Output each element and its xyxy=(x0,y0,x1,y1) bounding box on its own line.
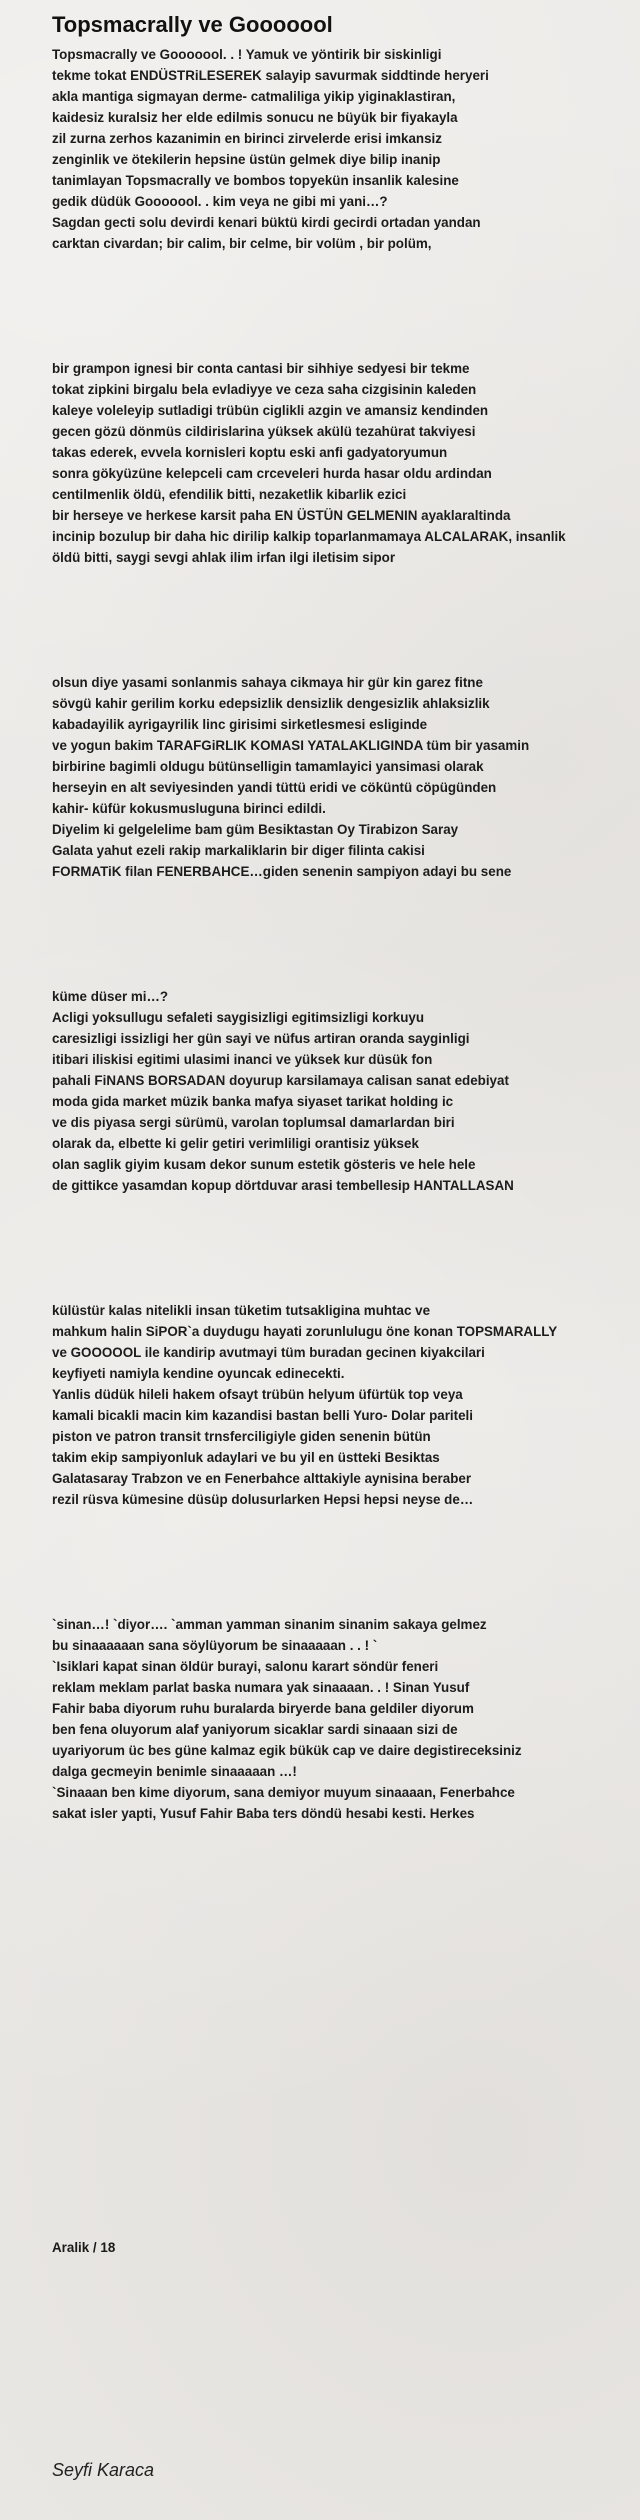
poem-line: takim ekip sampiyonluk adaylari ve bu yil en üstteki Besiktas xyxy=(52,1450,440,1465)
stanza xyxy=(52,358,640,568)
poem-line: tanimlayan Topsmacrally ve bombos topyekün insanlik kalesine xyxy=(52,173,459,188)
poem-line: `sinan…! `diyor…. `amman yamman sinanim sinanim sakaya gelmez xyxy=(52,1617,487,1632)
poem-line: ve GOOOOOL ile kandirip avutmayi tüm buradan gecinen kiyakcilari xyxy=(52,1345,485,1360)
poem-line: Fahir baba diyorum ruhu buralarda biryerde bana geldiler diyorum xyxy=(52,1701,474,1716)
poem-line: bu sinaaaaaan sana söylüyorum be sinaaaaan . . ! ` xyxy=(52,1638,378,1653)
stanza xyxy=(52,1300,640,1510)
poem-line: olsun diye yasami sonlanmis sahaya cikmaya hir gür kin garez fitne xyxy=(52,675,483,690)
poem-line: akla mantiga sigmayan derme- catmaliliga yikip yiginaklastiran, xyxy=(52,89,456,104)
poem-line: caresizligi issizligi her gün sayi ve nüfus artiran oranda sayginligi xyxy=(52,1031,470,1046)
poem-line: moda gida market müzik banka mafya siyaset tarikat holding ic xyxy=(52,1094,454,1109)
poem-line: Galatasaray Trabzon ve en Fenerbahce alttakiyle aynisina beraber xyxy=(52,1471,472,1486)
poem-line: uyariyorum üc bes güne kalmaz egik bükük cap ve daire degistireceksiniz xyxy=(52,1743,522,1758)
poem-line: ben fena oluyorum alaf yaniyorum sicaklar sardi sinaaan sizi de xyxy=(52,1722,458,1737)
poem-line: Topsmacrally ve Gooooool. . ! Yamuk ve yöntirik bir siskinligi xyxy=(52,47,442,62)
poem-line: kaleye voleleyip sutladigi trübün ciglikli azgin ve amansiz kendinden xyxy=(52,403,489,418)
stanza-gap xyxy=(52,568,640,672)
poem-line: bir herseye ve herkese karsit paha EN ÜSTÜN GELMENIN ayaklaraltinda xyxy=(52,508,511,523)
stanza xyxy=(52,1614,640,1824)
poem-line: sövgü kahir gerilim korku edepsizlik densizlik dengesizlik ahlaksizlik xyxy=(52,696,490,711)
poem-title: Topsmacrally ve Gooooool xyxy=(52,12,333,37)
poem-line: tokat zipkini birgalu bela evladiyye ve ceza saha cizgisinin kaleden xyxy=(52,382,477,397)
poem-line: kaidesiz kuralsiz her elde edilmis sonucu ne büyük bir fiyakayla xyxy=(52,110,458,125)
stanza-gap xyxy=(52,254,640,358)
poem-line: itibari iliskisi egitimi ulasimi inanci ve yüksek kur düsük fon xyxy=(52,1052,433,1067)
poem-line: mahkum halin SiPOR`a duydugu hayati zorunlulugu öne konan TOPSMARALLY xyxy=(52,1324,558,1339)
poem-date: Aralik / 18 xyxy=(52,2240,116,2255)
stanza-gap xyxy=(52,1510,640,1614)
poem-line: bir grampon ignesi bir conta cantasi bir sihhiye sedyesi bir tekme xyxy=(52,361,470,376)
poem-line: zenginlik ve ötekilerin hepsine üstün gelmek diye bilip inanip xyxy=(52,152,441,167)
poem-line: piston ve patron transit trnsferciligiyle giden senenin bütün xyxy=(52,1429,431,1444)
poem-line: de gittikce yasamdan kopup dörtduvar arasi tembellesip HANTALLASAN xyxy=(52,1178,514,1193)
poem-line: sonra gökyüzüne kelepceli cam crceveleri hurda hasar oldu ardindan xyxy=(52,466,492,481)
poem-line: olan saglik giyim kusam dekor sunum estetik gösteris ve hele hele xyxy=(52,1157,476,1172)
poem-line: FORMATiK filan FENERBAHCE…giden senenin sampiyon adayi bu sene xyxy=(52,864,512,879)
poem-line: gedik düdük Gooooool. . kim veya ne gibi mi yani…? xyxy=(52,194,388,209)
stanza xyxy=(52,986,640,1196)
poem-line: ve yogun bakim TARAFGiRLIK KOMASI YATALAKLIGINDA tüm bir yasamin xyxy=(52,738,530,753)
poem-line: külüstür kalas nitelikli insan tüketim tutsakligina muhtac ve xyxy=(52,1303,431,1318)
stanza-gap xyxy=(52,882,640,986)
poem-line: rezil rüsva kümesine düsüp dolusurlarken Hepsi hepsi neyse de… xyxy=(52,1492,474,1507)
poem-line: olarak da, elbette ki gelir getiri verimliligi orantisiz yüksek xyxy=(52,1136,419,1151)
poem-line: centilmenlik öldü, efendilik bitti, nezaketlik kibarlik ezici xyxy=(52,487,407,502)
poem-line: sakat isler yapti, Yusuf Fahir Baba ters döndü hesabi kesti. Herkes xyxy=(52,1806,475,1821)
poem-line: kahir- küfür kokusmusluguna birinci edildi. xyxy=(52,801,326,816)
poem-line: Diyelim ki gelgelelime bam güm Besiktastan Oy Tirabizon Saray xyxy=(52,822,459,837)
poem-line: takas ederek, evvela kornisleri koptu eski anfi gadyatoryumun xyxy=(52,445,448,460)
stanza xyxy=(52,672,640,882)
poem-line: Sagdan gecti solu devirdi kenari büktü kirdi gecirdi ortadan yandan xyxy=(52,215,481,230)
poem-line: tekme tokat ENDÜSTRiLESEREK salayip savurmak siddtinde heryeri xyxy=(52,68,489,83)
poem-line: Acligi yoksullugu sefaleti saygisizligi egitimsizligi korkuyu xyxy=(52,1010,425,1025)
poem-author: Seyfi Karaca xyxy=(52,2460,155,2480)
poem-line: kabadayilik ayrigayrilik linc girisimi sirketlesmesi esliginde xyxy=(52,717,428,732)
poem-line: kamali bicakli macin kim kazandisi bastan belli Yuro- Dolar pariteli xyxy=(52,1408,473,1423)
poem-line: carktan civardan; bir calim, bir celme, bir volüm , bir polüm, xyxy=(52,236,432,251)
poem-line: reklam meklam parlat baska numara yak sinaaaan. . ! Sinan Yusuf xyxy=(52,1680,470,1695)
poem-line: keyfiyeti namiyla kendine oyuncak edinecekti. xyxy=(52,1366,345,1381)
poem-line: küme düser mi…? xyxy=(52,989,169,1004)
poem-line: ve dis piyasa sergi sürümü, varolan toplumsal damarlardan biri xyxy=(52,1115,455,1130)
poem-line: pahali FiNANS BORSADAN doyurup karsilamaya calisan sanat edebiyat xyxy=(52,1073,509,1088)
poem-line: Yanlis düdük hileli hakem ofsayt trübün helyum üfürtük top veya xyxy=(52,1387,463,1402)
stanza xyxy=(52,44,640,254)
poem-line: birbirine bagimli oldugu bütünselligin tamamlayici yansimasi olarak xyxy=(52,759,484,774)
poem-line: herseyin en alt seviyesinden yandi tüttü eridi ve cöküntü cöpügünden xyxy=(52,780,497,795)
poem-line: gecen gözü dönmüs cildirislarina yüksek akülü tezahürat takviyesi xyxy=(52,424,476,439)
poem-line: Galata yahut ezeli rakip markaliklarin bir diger filinta cakisi xyxy=(52,843,425,858)
poem-line: `Isiklari kapat sinan öldür burayi, salonu karart söndür feneri xyxy=(52,1659,439,1674)
poem-line: `Sinaaan ben kime diyorum, sana demiyor muyum sinaaaan, Fenerbahce xyxy=(52,1785,515,1800)
poem-line: zil zurna zerhos kazanimin en birinci zirvelerde erisi imkansiz xyxy=(52,131,442,146)
stanza-gap xyxy=(52,1196,640,1300)
poem-body xyxy=(52,44,640,1824)
poem-line: dalga gecmeyin benimle sinaaaaan …! xyxy=(52,1764,297,1779)
poem-line: öldü bitti, saygi sevgi ahlak ilim irfan ilgi iletisim sipor xyxy=(52,550,396,565)
poem-line: incinip bozulup bir daha hic dirilip kalkip toparlanmamaya ALCALARAK, insanlik xyxy=(52,529,566,544)
